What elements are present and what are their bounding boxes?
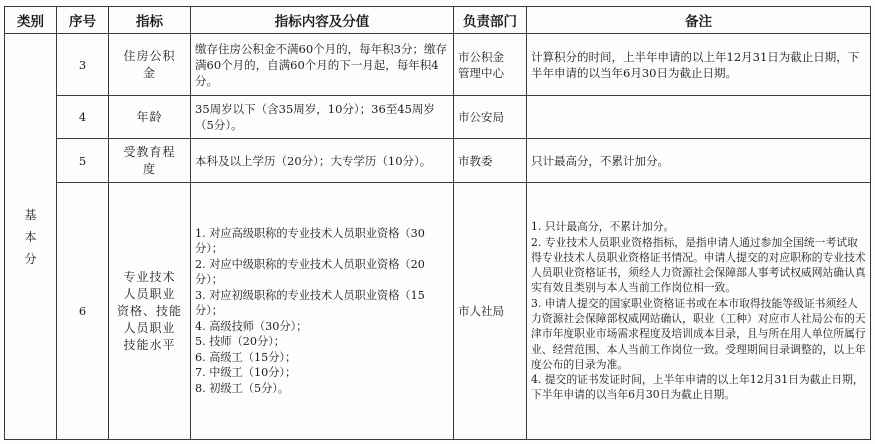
content-list-item: 7. 中级工（10分）； — [195, 366, 297, 380]
remarks-list-item: 4. 提交的证书发证时间，上半年申请的以上年12月31日为截止日期，下半年申请的以当年6月30日为截止日期。 — [531, 373, 864, 402]
seq-cell: 6 — [57, 183, 109, 440]
indicator-cell: 专业技术 人员职业 资格、技能 人员职业 技能水平 — [109, 183, 191, 440]
content-list-item: 6. 高级工（15分）； — [195, 350, 297, 364]
header-category: 类别 — [5, 7, 57, 34]
content-cell — [191, 183, 454, 440]
content-list-item: 3. 对应初级职称的专业技术人员职业资格（15分）； — [195, 288, 425, 318]
department-cell: 市公积金 管理中心 — [454, 34, 527, 96]
content-list-item: 4. 高级技师（30分）； — [195, 319, 308, 333]
remarks-list-item: 2. 专业技术人员职业资格指标，是指申请人通过参加全国统一考试取得专业技术人员职业资格证书情况。申请人提交的对应职称的专业技术人员职业资格证书，须经人力资源社会保障部人事考试权威网站确认真实有效且类别与本人当前工作岗位相一致。 — [531, 235, 866, 295]
header-remarks: 备注 — [527, 7, 871, 34]
table-header-row — [5, 7, 871, 34]
header-content: 指标内容及分值 — [191, 7, 454, 34]
header-department: 负责部门 — [454, 7, 527, 34]
remarks-cell — [527, 96, 871, 139]
header-indicator: 指标 — [109, 7, 191, 34]
table-row — [5, 34, 871, 96]
points-table — [4, 6, 871, 440]
indicator-cell: 住房公积 金 — [109, 34, 191, 96]
indicator-cell: 受教育程 度 — [109, 139, 191, 183]
department-cell: 市公安局 — [454, 96, 527, 139]
category-label: 基 本 分 — [24, 207, 37, 266]
table-row — [5, 139, 871, 183]
remarks-cell — [527, 183, 871, 440]
department-cell: 市教委 — [454, 139, 527, 183]
content-list-item: 2. 对应中级职称的专业技术人员职业资格（20分）； — [195, 257, 425, 287]
indicator-cell: 年龄 — [109, 96, 191, 139]
remarks-cell: 只计最高分，不累计加分。 — [527, 139, 871, 183]
category-cell — [5, 34, 57, 440]
content-cell: 35周岁以下（含35周岁，10分）；36至45周岁（5分）。 — [191, 96, 454, 139]
seq-cell: 5 — [57, 139, 109, 183]
seq-cell: 4 — [57, 96, 109, 139]
header-seq: 序号 — [57, 7, 109, 34]
content-cell: 本科及以上学历（20分）；大专学历（10分）。 — [191, 139, 454, 183]
department-cell: 市人社局 — [454, 183, 527, 440]
remarks-list-item: 1. 只计最高分，不累计加分。 — [531, 220, 675, 234]
content-list-item: 8. 初级工（5分）。 — [195, 381, 290, 395]
table-row — [5, 96, 871, 139]
content-cell: 缴存住房公积金不满60个月的，每年积3分；缴存满60个月的，自满60个月的下一月起，每年积4分。 — [191, 34, 454, 96]
content-list-item: 5. 技师（20分）； — [195, 335, 285, 349]
remarks-list-item: 3. 申请人提交的国家职业资格证书或在本市取得技能等级证书须经人力资源社会保障部权威网站确认，职业（工种）对应市人社局公布的天津市年度职业市场需求程度及培训成本目录，且与所在用人单位所属行业、经营范围、本人当前工作岗位一致。受理期间目录调整的，以上年度公布的目录为准。 — [531, 296, 866, 371]
content-list-item: 1. 对应高级职称的专业技术人员职业资格（30分）； — [195, 226, 425, 256]
remarks-cell: 计算积分的时间，上半年申请的以上年12月31日为截止日期，下半年申请的以当年6月30日为截止日期。 — [527, 34, 871, 96]
table-row — [5, 183, 871, 440]
seq-cell: 3 — [57, 34, 109, 96]
